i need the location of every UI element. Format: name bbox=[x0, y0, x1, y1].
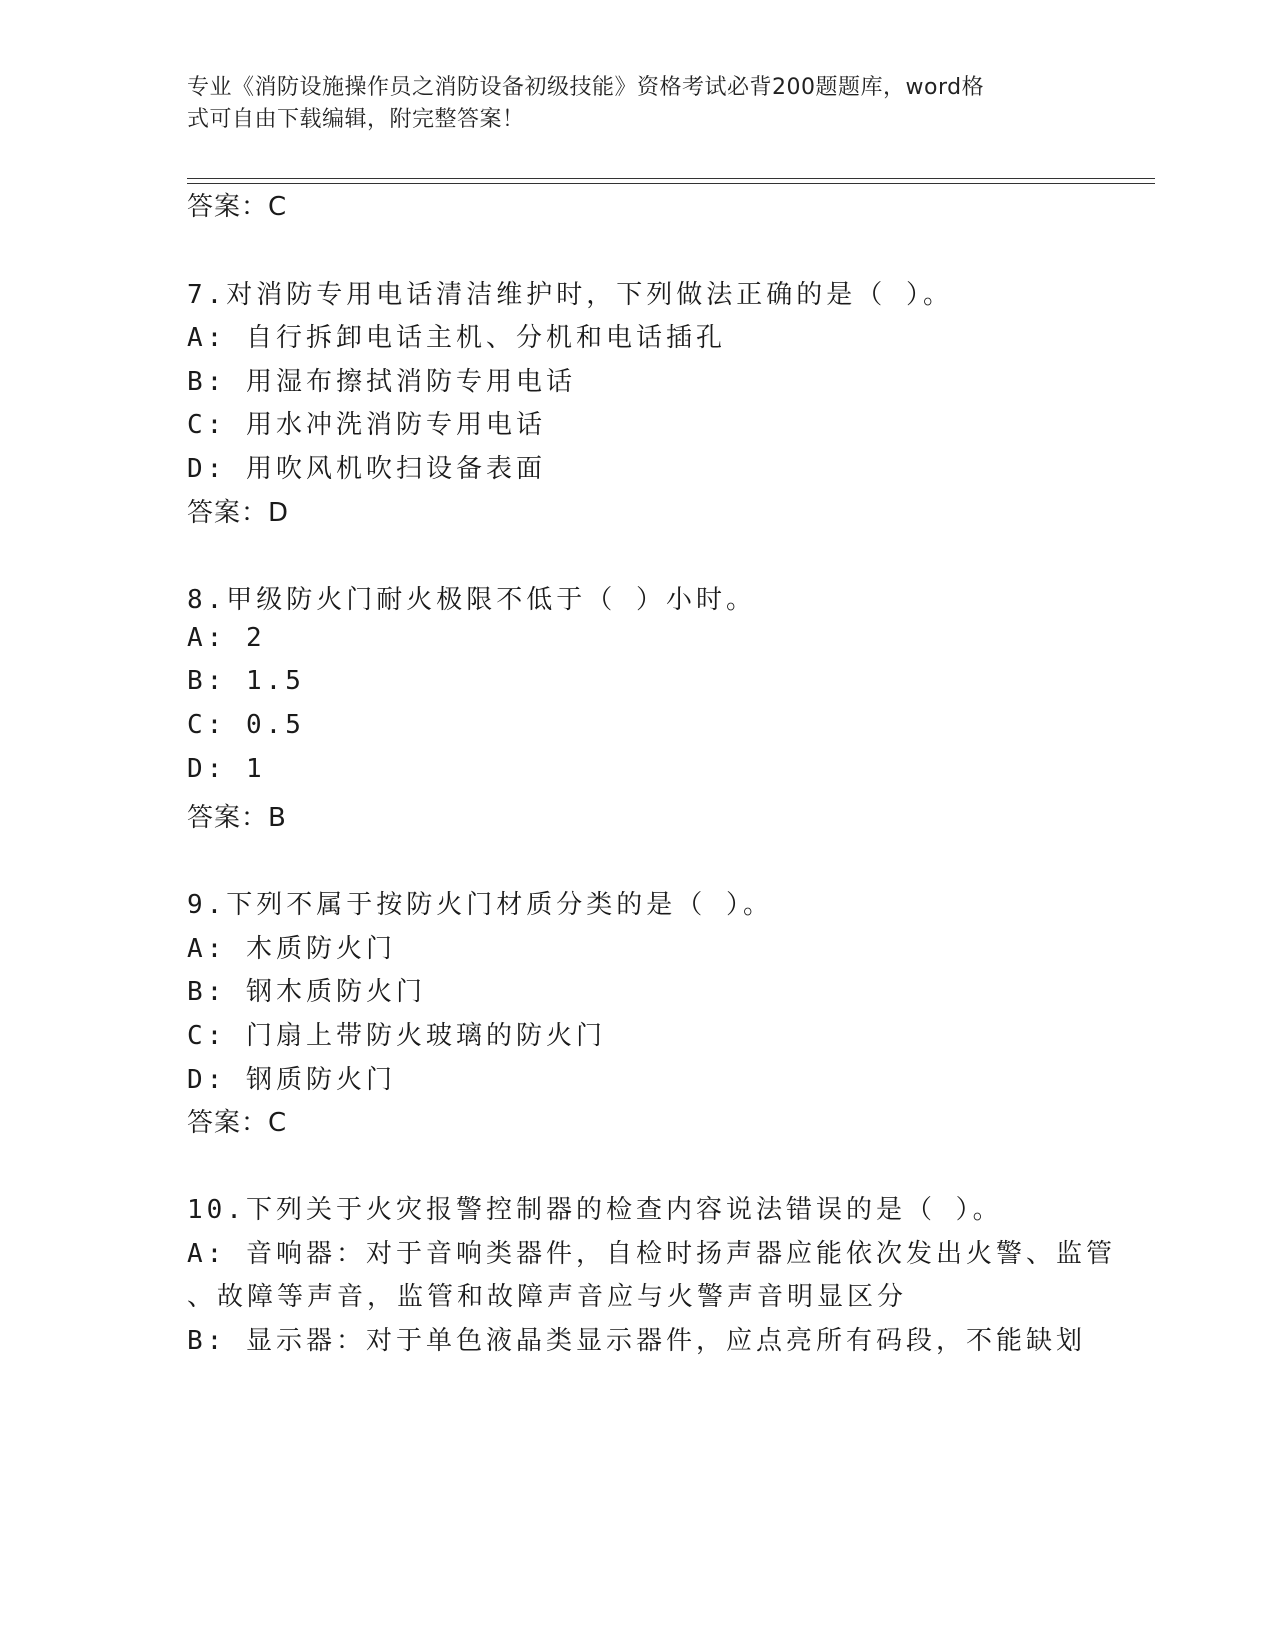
q7-answer: 答案：D bbox=[187, 498, 290, 528]
q8-option-d: D: 1 bbox=[187, 754, 266, 784]
q8-option-a: A: 2 bbox=[187, 623, 266, 653]
q9-option-c: C: 门扇上带防火玻璃的防火门 bbox=[187, 1021, 606, 1051]
q7-option-a: A: 自行拆卸电话主机、分机和电话插孔 bbox=[187, 323, 726, 353]
q9-option-d: D: 钢质防火门 bbox=[187, 1065, 396, 1095]
q9-option-b: B: 钢木质防火门 bbox=[187, 977, 426, 1007]
header-divider-top bbox=[187, 178, 1155, 179]
q9-option-a: A: 木质防火门 bbox=[187, 934, 396, 964]
q10-option-a-continued: 、故障等声音，监管和故障声音应与火警声音明显区分 bbox=[187, 1282, 908, 1312]
q8-option-b: B: 1.5 bbox=[187, 666, 305, 696]
q10-option-b: B: 显示器：对于单色液晶类显示器件，应点亮所有码段，不能缺划 bbox=[187, 1326, 1086, 1356]
answer-prev: 答案：C bbox=[187, 192, 288, 222]
q7-stem: 7.对消防专用电话清洁维护时，下列做法正确的是（ ）。 bbox=[187, 280, 953, 310]
header-line-2: 式可自由下载编辑，附完整答案！ bbox=[187, 107, 525, 132]
document-header bbox=[187, 72, 1067, 136]
q7-option-c: C: 用水冲洗消防专用电话 bbox=[187, 410, 546, 440]
q9-answer: 答案：C bbox=[187, 1108, 288, 1138]
header-line-1: 专业《消防设施操作员之消防设备初级技能》资格考试必背200题题库，word格 bbox=[187, 75, 985, 100]
q7-option-d: D: 用吹风机吹扫设备表面 bbox=[187, 454, 546, 484]
q10-stem: 10.下列关于火灾报警控制器的检查内容说法错误的是（ ）。 bbox=[187, 1195, 1003, 1225]
header-divider-bottom bbox=[187, 183, 1155, 184]
q8-stem: 8.甲级防火门耐火极限不低于（ ）小时。 bbox=[187, 585, 756, 615]
q8-answer: 答案：B bbox=[187, 803, 287, 833]
q9-stem: 9.下列不属于按防火门材质分类的是（ ）。 bbox=[187, 890, 773, 920]
q7-option-b: B: 用湿布擦拭消防专用电话 bbox=[187, 367, 576, 397]
q8-option-c: C: 0.5 bbox=[187, 710, 305, 740]
q10-option-a: A: 音响器：对于音响类器件，自检时扬声器应能依次发出火警、监管 bbox=[187, 1239, 1116, 1269]
